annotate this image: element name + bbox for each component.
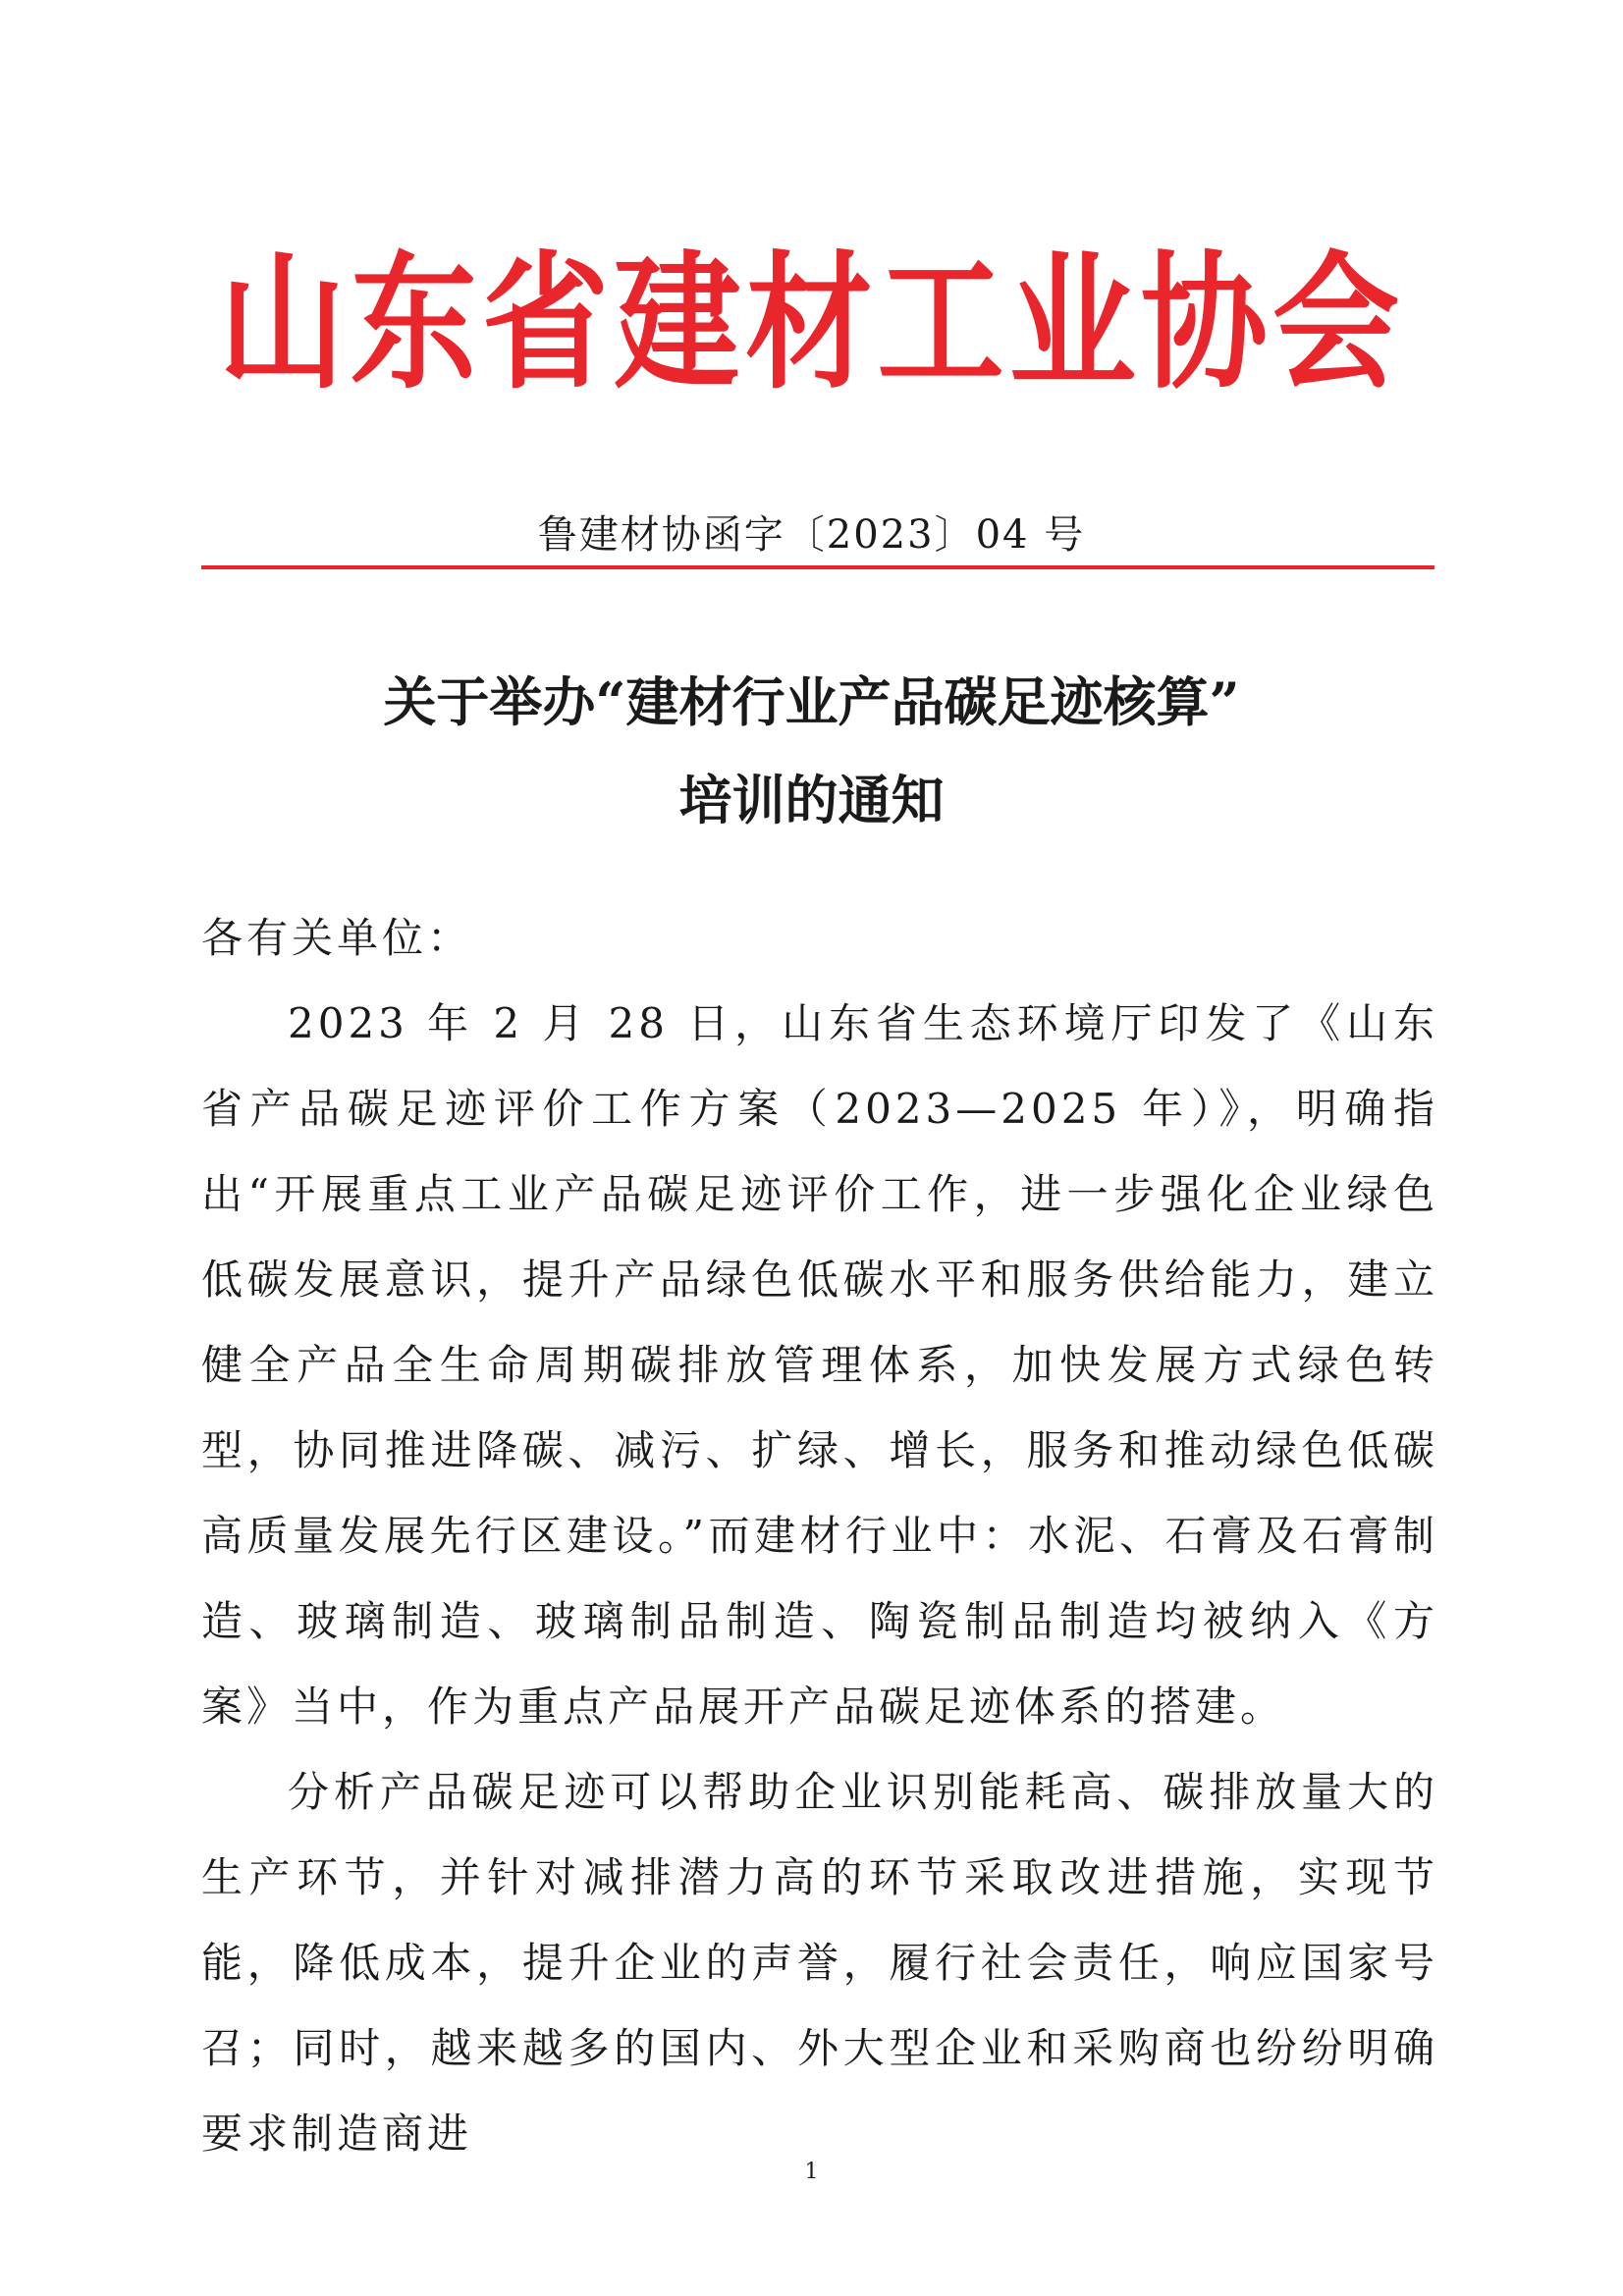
body-paragraph-1: 2023 年 2 月 28 日，山东省生态环境厅印发了《山东省产品碳足迹评价工作方案（2023—2025 年）》，明确指出“开展重点工业产品碳足迹评价工作，进一步强化企业绿色低碳发展意识，提升产品绿色低碳水平和服务供给能力，建立健全产品全生命周期碳排放管理体系，加快发展方式绿色转型，协同推进降碳、减污、扩绿、增长，服务和推动绿色低碳高质量发展先行区建设。”而建材行业中：水泥、石膏及石膏制造、玻璃制造、玻璃制品制造、陶瓷制品制造均被纳入《方案》当中，作为重点产品展开产品碳足迹体系的搭建。 (201, 999, 1438, 1731)
document-number: 鲁建材协函字〔2023〕04 号 (537, 512, 1086, 558)
organization-letterhead: 山东省建材工业协会 (218, 239, 1405, 409)
notice-body (201, 895, 1438, 2176)
body-paragraph-2: 分析产品碳足迹可以帮助企业识别能耗高、碳排放量大的生产环节，并针对减排潜力高的环节采取改进措施，实现节能，降低成本，提升企业的声誉，履行社会责任，响应国家号召；同时，越来越多的国内、外大型企业和采购商也纷纷明确要求制造商进 (201, 1768, 1438, 2158)
notice-title-line-2: 培训的通知 (678, 769, 945, 831)
page-number: 1 (804, 2160, 819, 2184)
red-divider-line (201, 565, 1434, 569)
notice-title (0, 653, 1623, 849)
salutation: 各有关单位： (201, 914, 473, 962)
notice-title-line-1: 关于举办“建材行业产品碳足迹核算” (383, 670, 1240, 733)
